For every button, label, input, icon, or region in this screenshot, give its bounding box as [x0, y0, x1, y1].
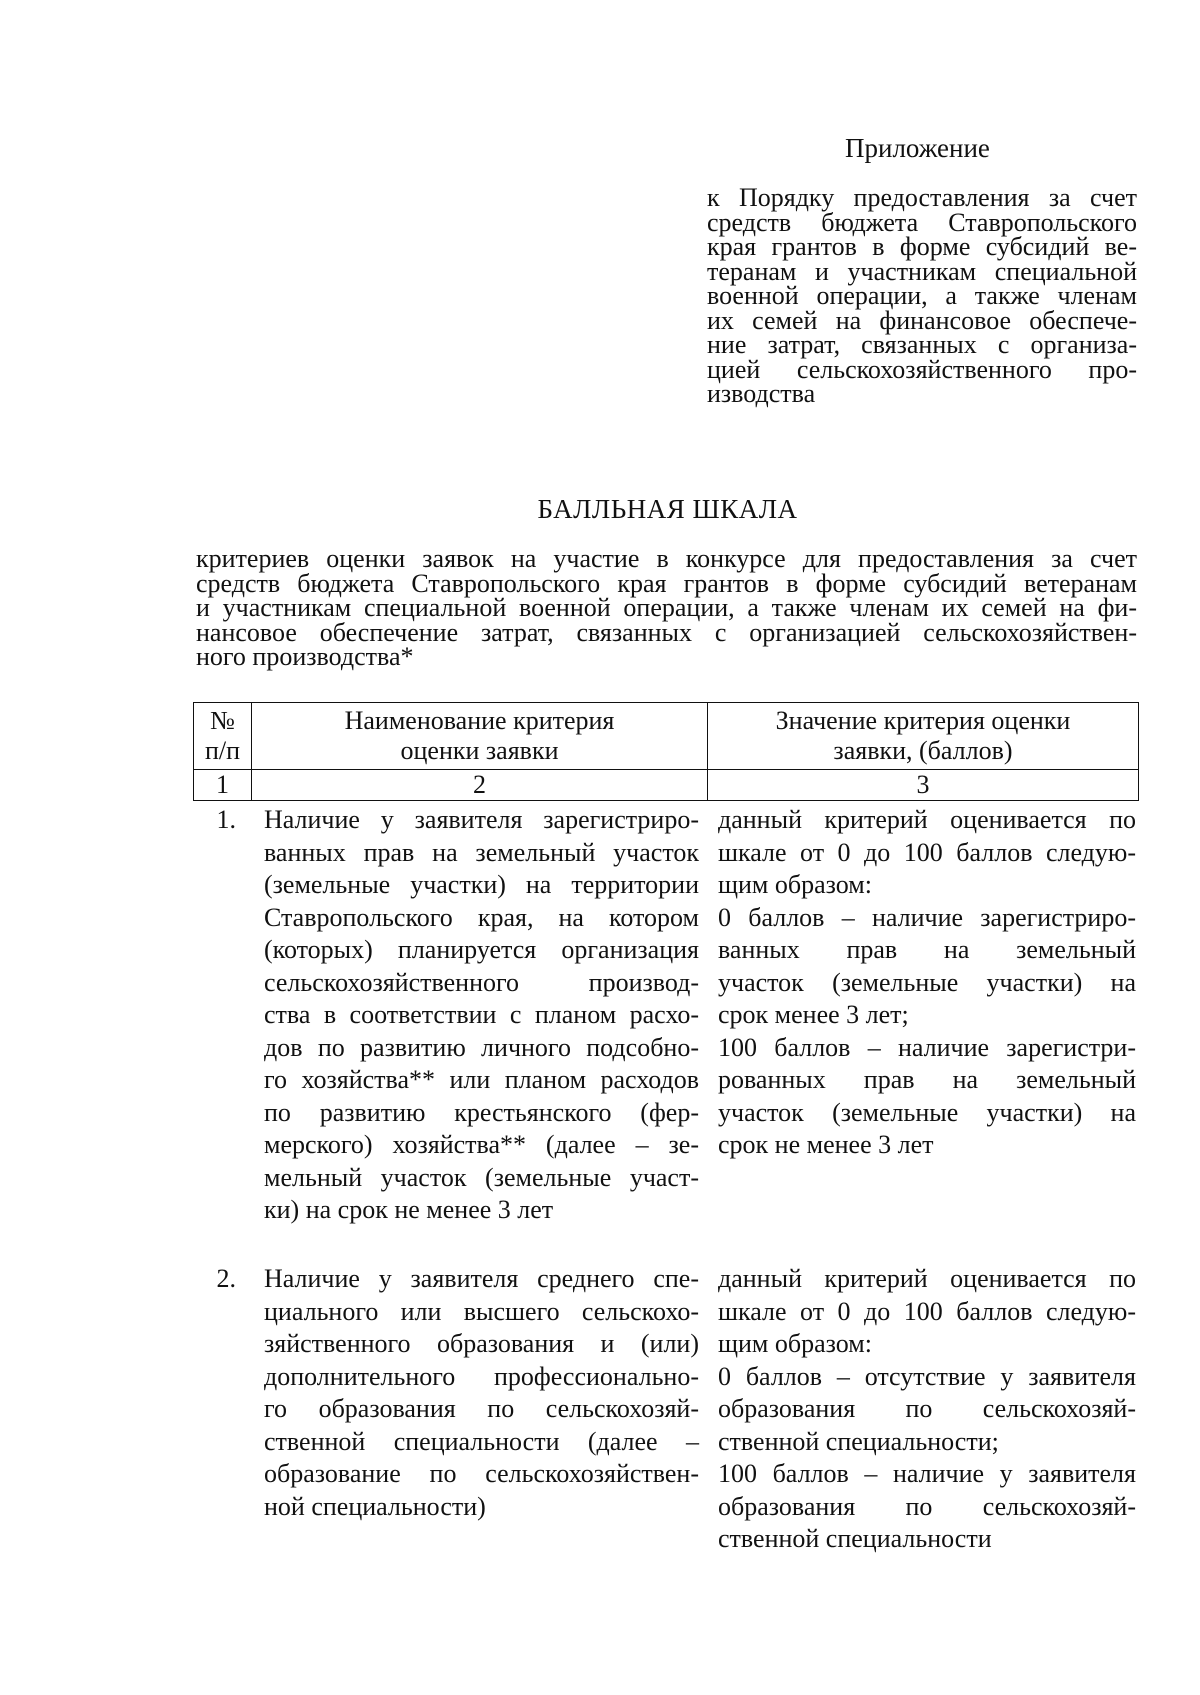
document-title: БАЛЛЬНАЯ ШКАЛА — [537, 494, 798, 524]
criterion-value-line: щим образом: — [718, 1329, 872, 1358]
criterion-name-line: сельскохозяйственного производ- — [264, 967, 699, 997]
criterion-name-line: (земельные участки) на территории — [264, 870, 699, 899]
criterion-name-line: (которых) планируется организация — [264, 935, 699, 964]
criterion-name-line: мерского) хозяйства** (далее – зе- — [264, 1130, 699, 1159]
appendix-line: изводства — [707, 379, 816, 408]
criterion-name-line: ной специальности) — [264, 1491, 486, 1521]
criterion-name-line: зяйственного образования и (или) — [264, 1329, 699, 1358]
criterion-value-line: рованных прав на земельный — [718, 1065, 1136, 1094]
criterion-value-line: ственной специальности; — [718, 1426, 999, 1456]
criterion-value-line: 100 баллов – наличие зарегистри- — [718, 1032, 1136, 1062]
header-name-line2: оценки заявки — [400, 736, 559, 765]
criterion-value-line: данный критерий оценивается по — [718, 805, 1136, 834]
appendix-line: ние затрат, связанных с организа- — [707, 330, 1137, 359]
criterion-name-line: циального или высшего сельскохо- — [264, 1296, 699, 1326]
appendix-line: их семей на финансовое обеспече- — [707, 305, 1137, 335]
row-number: 2. — [216, 1264, 236, 1293]
subtitle-line: ного производства* — [196, 642, 414, 671]
criterion-value-line: участок (земельные участки) на — [718, 1097, 1136, 1127]
header-value-line1: Значение критерия оценки — [775, 706, 1071, 735]
column-number: 1 — [194, 770, 252, 801]
appendix-line: цией сельскохозяйственного про- — [707, 354, 1137, 384]
criterion-name-line: Ставропольского края, на котором — [264, 902, 699, 932]
header-number — [194, 703, 252, 770]
criterion-name-line: ванных прав на земельный участок — [264, 837, 699, 867]
appendix-line: к Порядку предоставления за счет — [707, 183, 1137, 212]
criterion-name-line: Наличие у заявителя зарегистриро- — [264, 805, 699, 834]
appendix-line: средств бюджета Ставропольского — [707, 207, 1137, 237]
subtitle-line: нансовое обеспечение затрат, связанных с организацией сельскохозяйствен- — [196, 617, 1137, 647]
column-number: 3 — [708, 770, 1139, 801]
appendix-text — [707, 183, 1137, 408]
criterion-name-line: Наличие у заявителя среднего спе- — [264, 1264, 699, 1293]
document-subtitle — [196, 544, 1137, 671]
criterion-value-line: 0 баллов – наличие зарегистриро- — [718, 902, 1136, 932]
criterion-name-line: ственной специальности (далее – — [264, 1426, 699, 1456]
criterion-value-line: 0 баллов – отсутствие у заявителя — [718, 1361, 1136, 1391]
header-number-line2: п/п — [204, 736, 241, 765]
criterion-name-line: ки) на срок не менее 3 лет — [264, 1195, 554, 1224]
header-number-line1: № — [210, 706, 235, 735]
criterion-value-line: срок не менее 3 лет — [718, 1130, 934, 1159]
criterion-value-line: образования по сельскохозяй- — [718, 1394, 1136, 1423]
appendix-line: края грантов в форме субсидий ве- — [707, 232, 1137, 261]
criterion-name-line: го хозяйства** или планом расходов — [264, 1065, 699, 1094]
criterion-value-line: ванных прав на земельный — [718, 935, 1136, 964]
header-criterion-value — [708, 703, 1139, 770]
criterion-name — [264, 804, 699, 1227]
column-number-row — [194, 770, 1139, 801]
criterion-value-line: образования по сельскохозяй- — [718, 1491, 1136, 1521]
appendix-line: теранам и участникам специальной — [707, 256, 1137, 286]
row-number: 1. — [216, 805, 236, 834]
criterion-name-line: дополнительного профессионально- — [264, 1361, 699, 1391]
criterion-value — [718, 804, 1136, 1162]
criterion-name-line: мельный участок (земельные участ- — [264, 1162, 699, 1192]
criterion-value-line: срок менее 3 лет; — [718, 1000, 909, 1029]
header-criterion-name — [252, 703, 708, 770]
criteria-table-header — [193, 702, 1139, 801]
header-value-line2: заявки, (баллов) — [833, 736, 1013, 765]
criterion-name — [264, 1263, 699, 1523]
criterion-value-line: 100 баллов – наличие у заявителя — [718, 1459, 1136, 1488]
criterion-value-line: участок (земельные участки) на — [718, 967, 1136, 997]
criterion-value — [718, 1263, 1136, 1556]
criterion-value-line: шкале от 0 до 100 баллов следую- — [718, 837, 1136, 867]
criterion-value-line: шкале от 0 до 100 баллов следую- — [718, 1296, 1136, 1326]
column-number: 2 — [252, 770, 708, 801]
subtitle-line: и участникам специальной военной операции, а также членам их семей на фи- — [196, 593, 1137, 622]
criterion-name-line: по развитию крестьянского (фер- — [264, 1097, 699, 1127]
criterion-value-line: щим образом: — [718, 870, 872, 899]
criterion-name-line: го образования по сельскохозяй- — [264, 1394, 699, 1423]
criterion-value-line: ственной специальности — [718, 1524, 992, 1553]
appendix-title: Приложение — [845, 133, 990, 163]
criterion-name-line: образование по сельскохозяйствен- — [264, 1459, 699, 1488]
subtitle-line: критериев оценки заявок на участие в конкурсе для предоставления за счет — [196, 544, 1137, 573]
criterion-name-line: ства в соответствии с планом расхо- — [264, 1000, 699, 1029]
subtitle-line: средств бюджета Ставропольского края грантов в форме субсидий ветеранам — [196, 568, 1137, 598]
header-row — [194, 703, 1139, 770]
criterion-value-line: данный критерий оценивается по — [718, 1264, 1136, 1293]
appendix-line: военной операции, а также членам — [707, 281, 1137, 310]
criterion-name-line: дов по развитию личного подсобно- — [264, 1032, 699, 1062]
header-name-line1: Наименование критерия — [344, 706, 615, 735]
